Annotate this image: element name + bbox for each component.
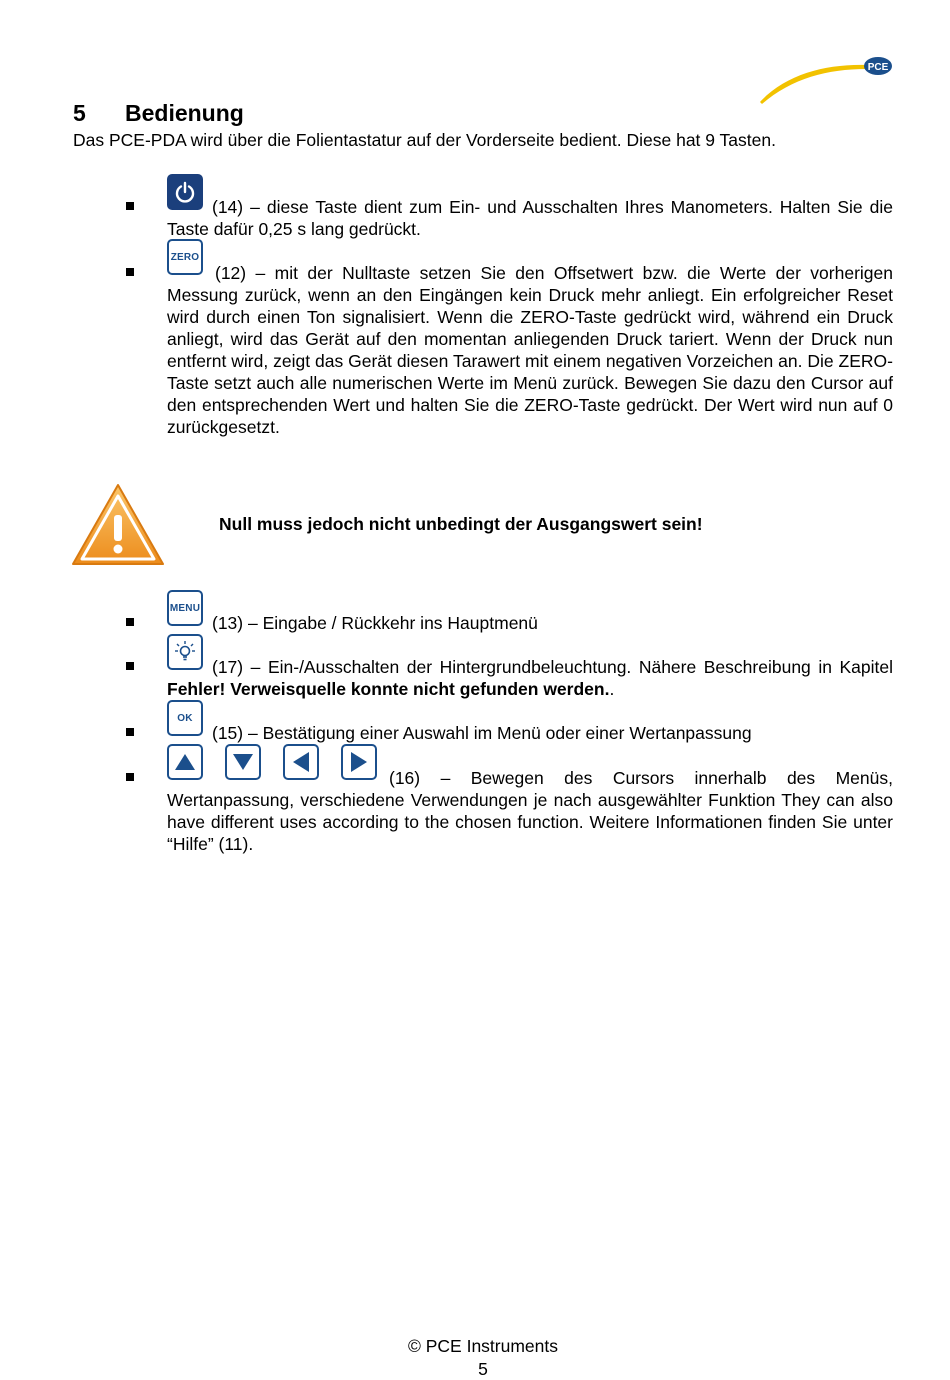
power-description [167,196,893,240]
arrows-text: – Bewegen des Cursors innerhalb des Menüs, Wertanpassung, verschiedene Verwendungen je nach ausgewählter Funktion They can also have different uses according to the chosen function. Weitere Informationen finden Sie unter “Hilfe” (11). [167,768,893,854]
power-ref: (14) [212,197,244,217]
light-text: – Ein-/Ausschalten der Hintergrundbeleuchtung. Nähere Beschreibung in Kapitel [250,657,893,677]
light-ref: (17) [212,657,244,677]
menu-description [167,612,893,634]
section-number: 5 [73,100,86,126]
arrows-ref: (16) [389,768,421,788]
footer-copyright: © PCE Instruments [407,1336,559,1356]
light-tail: . [609,679,615,699]
ok-ref: (15) [212,723,244,743]
ok-key-label: OK [177,712,193,724]
bullet [126,618,134,626]
zero-ref: (12) [215,263,247,283]
menu-ref: (13) [212,613,244,633]
zero-text: – mit der Nulltaste setzen Sie den Offsetwert bzw. die Werte der vorherigen Messung zurück, wenn an den Eingängen kein Druck mehr anliegt. Ein erfolgreicher Reset wird durch einen Ton signalisiert. Wenn die ZERO-Taste gedrückt wird, während ein Druck anliegt, wird das Gerät auf den momentan anliegenden Druck tariert. Wenn der Druck nun entfernt wird, zeigt das Gerät diesen Tarawert mit einem negativen Vorzeichen an. Die ZERO-Taste setzt auch alle numerischen Werte im Menü zurück. Bewegen Sie dazu den Cursor auf den entsprechenden Wert und halten Sie die ZERO-Taste gedrückt. Der Wert wird nun auf 0 zurückgesetzt. [167,263,893,437]
ok-text: – Bestätigung einer Auswahl im Menü oder einer Wertanpassung [248,723,752,743]
zero-description [167,262,893,438]
bullet [126,268,134,276]
light-description [167,656,893,700]
bullet [126,202,134,210]
arrows-description [167,767,893,855]
bullet [126,728,134,736]
logo-text: PCE [867,62,889,73]
intro-text: Das PCE-PDA wird über die Folientastatur auf der Vorderseite bedient. Diese hat 9 Tasten. [73,130,776,150]
section-heading [73,100,244,127]
pce-logo [756,54,896,106]
power-text: – diese Taste dient zum Ein- und Ausschalten Ihres Manometers. Halten Sie die Taste dafür 0,25 s lang gedrückt. [167,197,893,239]
warning-text: Null muss jedoch nicht unbedingt der Ausgangswert sein! [219,514,703,534]
bullet [126,662,134,670]
ok-description [167,722,893,744]
bullet [126,773,134,781]
section-title: Bedienung [125,100,244,126]
warning-triangle-icon [70,482,166,568]
light-reference-error: Fehler! Verweisquelle konnte nicht gefunden werden. [167,679,610,699]
page-number: 5 [478,1359,488,1379]
menu-key-label: MENU [169,602,201,614]
menu-text: – Eingabe / Rückkehr ins Hauptmenü [248,613,538,633]
zero-key-label: ZERO [170,251,200,263]
